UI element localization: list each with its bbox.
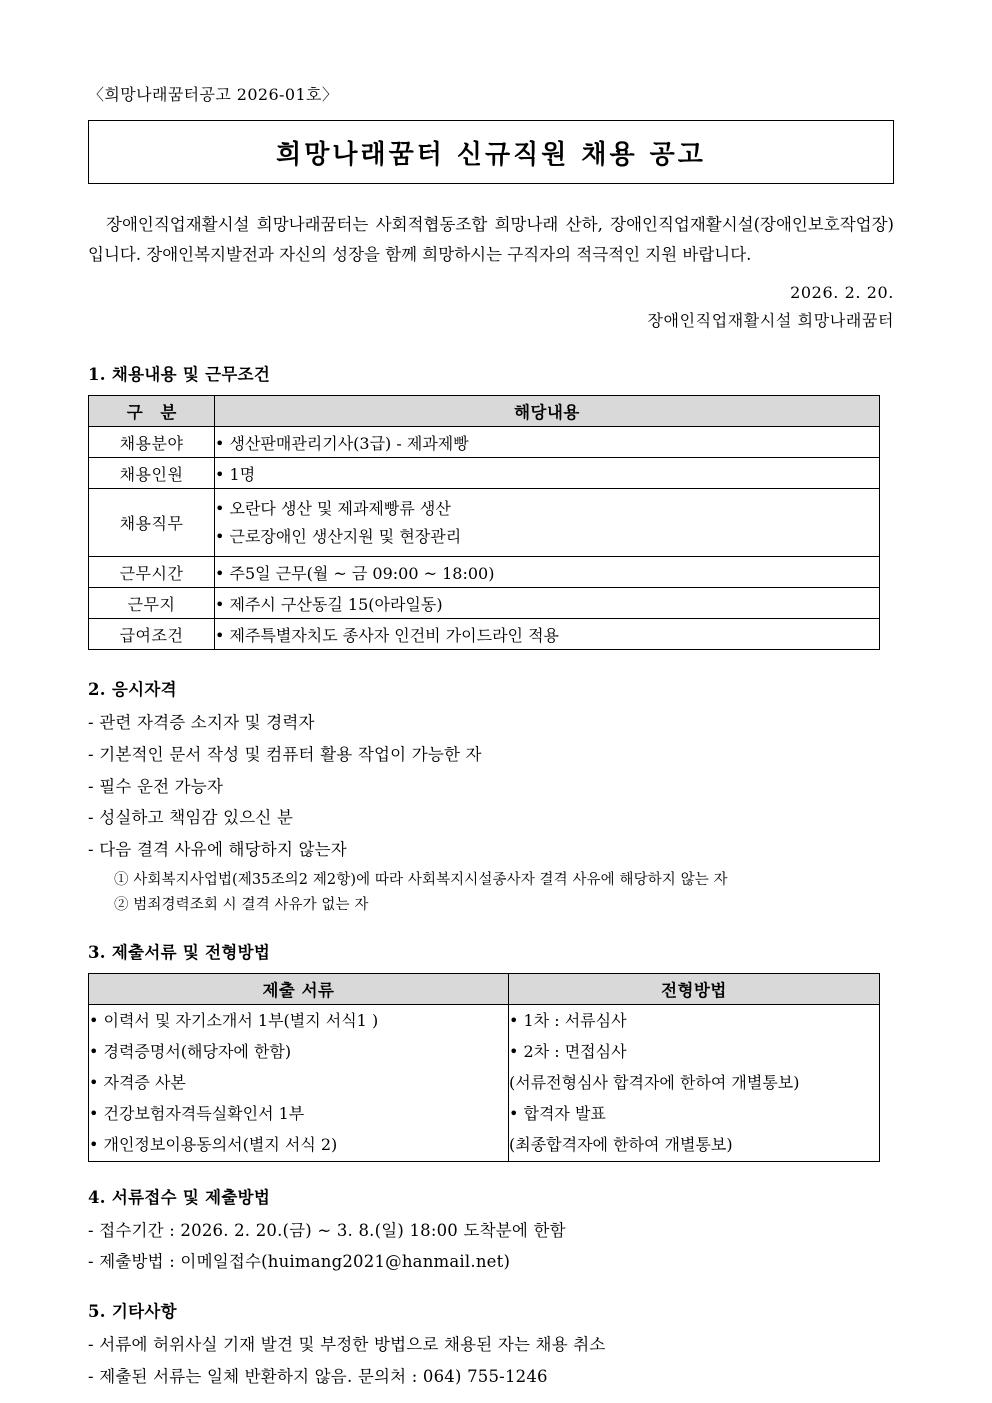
table-row bbox=[89, 489, 880, 557]
row-label-salary: 급여조건 bbox=[89, 619, 215, 650]
process-note: (최종합격자에 한하여 개별통보) bbox=[509, 1135, 733, 1155]
row-label-duties: 채용직무 bbox=[89, 489, 215, 557]
row-value-salary: • 제주특별자치도 종사자 인건비 가이드라인 적용 bbox=[215, 619, 880, 650]
row-value-duties bbox=[215, 489, 880, 557]
document-item: • 자격증 사본 bbox=[89, 1073, 186, 1093]
process-item: • 1차 : 서류심사 bbox=[509, 1010, 627, 1030]
process-item: • 2차 : 면접심사 bbox=[509, 1041, 627, 1061]
document-item: • 경력증명서(해당자에 한함) bbox=[89, 1041, 292, 1061]
table-row bbox=[89, 588, 880, 619]
row-value-hours: • 주5일 근무(월 ~ 금 09:00 ~ 18:00) bbox=[215, 557, 880, 588]
intro-paragraph: 장애인직업재활시설 희망나래꿈터는 사회적협동조합 희망나래 산하, 장애인직업재활시설(장애인보호작업장)입니다. 장애인복지발전과 자신의 성장을 함께 희망하시는 구직자의 적극적인 지원 바랍니다. bbox=[88, 215, 894, 264]
column-header-documents: 제출 서류 bbox=[89, 973, 509, 1004]
other-item: - 제출된 서류는 일체 반환하지 않음. 문의처 : 064) 755-1246 bbox=[88, 1366, 548, 1386]
section5-heading: 5. 기타사항 bbox=[88, 1302, 177, 1322]
qualification-item: - 다음 결격 사유에 해당하지 않는자 bbox=[88, 840, 347, 860]
section2-heading: 2. 응시자격 bbox=[88, 680, 177, 700]
row-label-field: 채용분야 bbox=[89, 427, 215, 458]
table-row bbox=[89, 619, 880, 650]
column-header-content: 해당내용 bbox=[215, 396, 880, 427]
page-title: 희망나래꿈터 신규직원 채용 공고 bbox=[276, 139, 706, 170]
submission-item: - 접수기간 : 2026. 2. 20.(금) ~ 3. 8.(일) 18:00 도착분에 한함 bbox=[88, 1220, 566, 1240]
table-header-row bbox=[89, 396, 880, 427]
qualification-item: - 기본적인 문서 작성 및 컴퓨터 활용 작업이 가능한 자 bbox=[88, 744, 482, 764]
issue-date: 2026. 2. 20. bbox=[790, 283, 894, 303]
documents-list-cell bbox=[89, 1004, 509, 1161]
table-row bbox=[89, 1004, 880, 1161]
duty-line: • 근로장애인 생산지원 및 현장관리 bbox=[215, 526, 462, 546]
row-label-location: 근무지 bbox=[89, 588, 215, 619]
process-item: • 합격자 발표 bbox=[509, 1104, 606, 1124]
submission-item: - 제출방법 : 이메일접수(huimang2021@hanmail.net) bbox=[88, 1252, 511, 1272]
row-value-headcount: • 1명 bbox=[215, 458, 880, 489]
process-list-cell bbox=[509, 1004, 880, 1161]
row-label-headcount: 채용인원 bbox=[89, 458, 215, 489]
section1-heading: 1. 채용내용 및 근무조건 bbox=[88, 365, 271, 385]
document-item: • 개인정보이용동의서(별지 서식 2) bbox=[89, 1135, 338, 1155]
qualification-item: - 성실하고 책임감 있으신 분 bbox=[88, 808, 294, 828]
row-value-field: • 생산판매관리기사(3급) - 제과제빵 bbox=[215, 427, 880, 458]
qualification-item: - 관련 자격증 소지자 및 경력자 bbox=[88, 713, 315, 733]
table-header-row bbox=[89, 973, 880, 1004]
section4-heading: 4. 서류접수 및 제출방법 bbox=[88, 1187, 271, 1207]
issuer-name: 장애인직업재활시설 희망나래꿈터 bbox=[647, 311, 894, 331]
table-row bbox=[89, 557, 880, 588]
column-header-process: 전형방법 bbox=[509, 973, 880, 1004]
section3-heading: 3. 제출서류 및 전형방법 bbox=[88, 942, 271, 962]
document-content bbox=[88, 84, 894, 1395]
document-number: 〈희망나래꿈터공고 2026-01호〉 bbox=[88, 85, 339, 104]
table-row bbox=[89, 427, 880, 458]
document-item: • 이력서 및 자기소개서 1부(별지 서식1 ) bbox=[89, 1010, 379, 1030]
document-item: • 건강보험자격득실확인서 1부 bbox=[89, 1104, 305, 1124]
title-box bbox=[88, 120, 894, 184]
table-row bbox=[89, 458, 880, 489]
duty-line: • 오란다 생산 및 제과제빵류 생산 bbox=[215, 499, 451, 519]
disqualification-sub-item: ② 범죄경력조회 시 결격 사유가 없는 자 bbox=[114, 897, 369, 914]
qualification-item: - 필수 운전 가능자 bbox=[88, 776, 224, 796]
disqualification-sub-item: ① 사회복지사업법(제35조의2 제2항)에 따라 사회복지시설종사자 결격 사유에 해당하지 않는 자 bbox=[114, 871, 728, 888]
process-note: (서류전형심사 합격자에 한하여 개별통보) bbox=[509, 1073, 800, 1093]
signature-block bbox=[88, 279, 894, 335]
column-header-category: 구 분 bbox=[89, 396, 215, 427]
documents-and-process-table bbox=[88, 973, 880, 1162]
recruitment-details-table bbox=[88, 395, 880, 650]
row-label-hours: 근무시간 bbox=[89, 557, 215, 588]
other-item: - 서류에 허위사실 기재 발견 및 부정한 방법으로 채용된 자는 채용 취소 bbox=[88, 1335, 606, 1355]
row-value-location: • 제주시 구산동길 15(아라일동) bbox=[215, 588, 880, 619]
